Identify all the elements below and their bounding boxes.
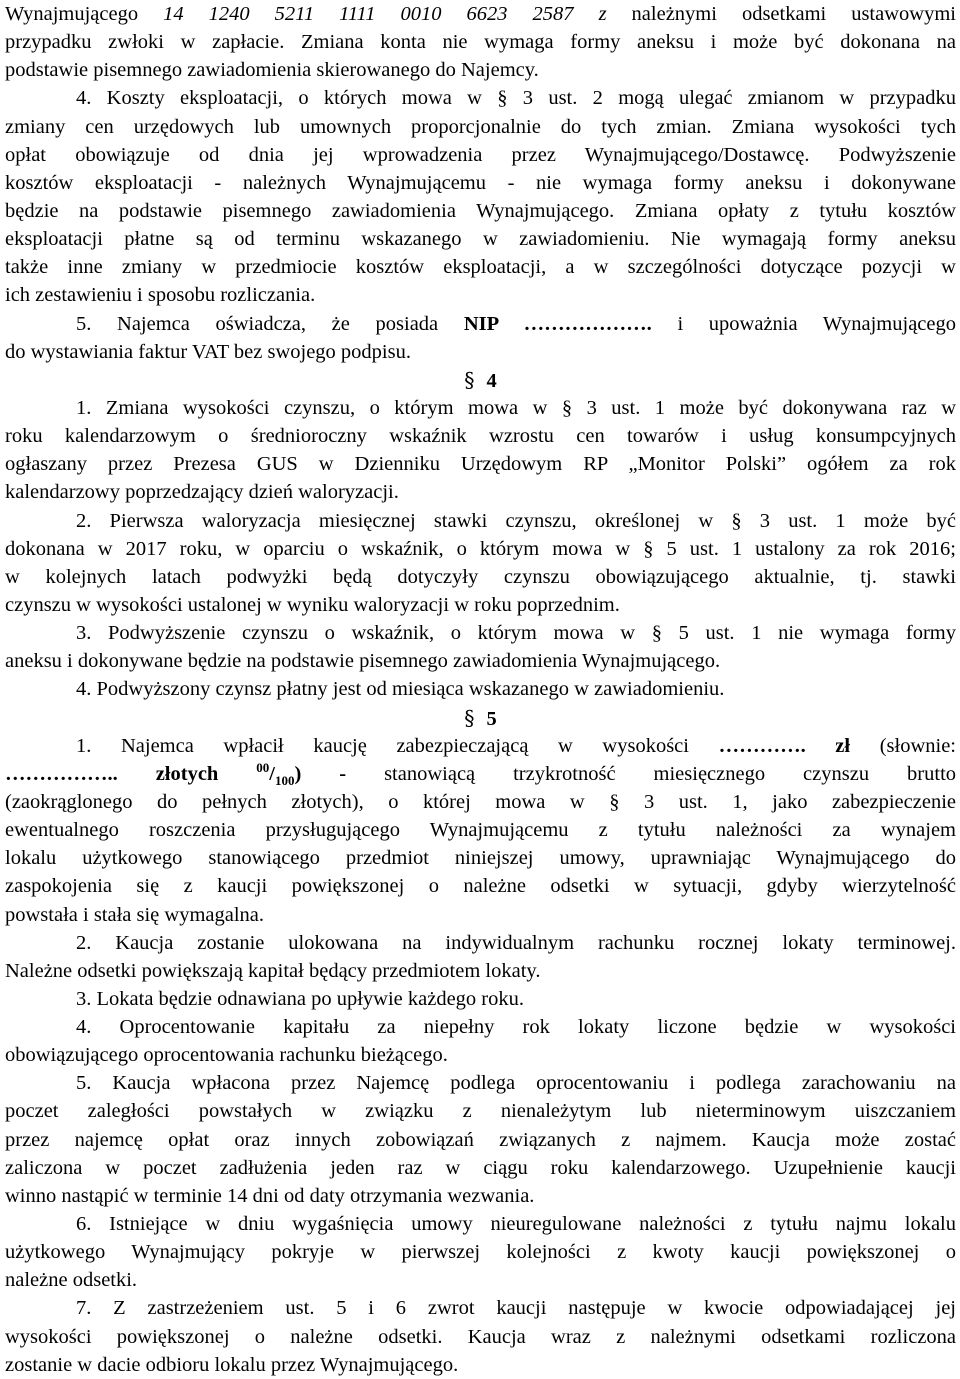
text-line: użytkowego Wynajmujący pokryje w pierwszej kolejności z kwoty kaucji powiększonej o bbox=[5, 1241, 956, 1264]
text-line: (zaokrąglonego do pełnych złotych), o której mowa w § 3 ust. 1, jako zabezpieczenie bbox=[5, 790, 956, 813]
text-line: roku kalendarzowym o średnioroczny wskaźnik wzrostu cen towarów i usług konsumpcyjnych bbox=[5, 425, 956, 448]
text-line: 2. Pierwsza waloryzacja miesięcznej stawki czynszu, określonej w § 3 ust. 1 może być bbox=[76, 509, 956, 532]
text-line: zostanie w dacie odbioru lokalu przez Wynajmującego. bbox=[5, 1353, 459, 1376]
section-sign: § bbox=[464, 367, 475, 392]
text-line: wysokości powiększonej o należne odsetki. Kaucja wraz z należnymi odsetkami rozliczona bbox=[5, 1325, 956, 1348]
nip-placeholder: NIP ………………. bbox=[463, 312, 652, 335]
text-line: opłat obowiązuje od dnia jej wprowadzenia przez Wynajmującego/Dostawcę. Podwyższenie bbox=[5, 143, 956, 166]
text-line: do wystawiania faktur VAT bez swojego podpisu. bbox=[5, 340, 411, 363]
text-line: 2. Kaucja zostanie ulokowana na indywidualnym rachunku rocznej lokaty terminowej. bbox=[76, 931, 956, 954]
text-line: Należne odsetki powiększają kapitał będący przedmiotem lokaty. bbox=[5, 959, 541, 982]
text-line: eksploatacji płatne są od terminu wskazanego w zawiadomieniu. Nie wymagają formy aneksu bbox=[5, 228, 956, 251]
text-line: 3. Podwyższenie czynszu o wskaźnik, o którym mowa w § 5 ust. 1 nie wymaga formy bbox=[76, 622, 956, 645]
text-line: czynszu w wysokości ustalonej w wyniku waloryzacji w roku poprzednim. bbox=[5, 593, 620, 616]
text-line: zmiany cen urzędowych lub umownych proporcjonalnie do tych zmian. Zmiana wysokości tych bbox=[5, 115, 956, 138]
section-sign: § bbox=[464, 705, 475, 730]
section-heading-4: § 4 bbox=[464, 367, 497, 392]
text-line: 6. Istniejące w dniu wygaśnięcia umowy nieuregulowane należności z tytułu najmu lokalu bbox=[76, 1213, 956, 1236]
text-line: ich zestawieniu i sposobu rozliczania. bbox=[5, 284, 316, 307]
text-line: Wynajmującego 14 1240 5211 1111 0010 6623 2587 z należnymi odsetkami ustawowymi bbox=[5, 3, 956, 25]
nip-line: 5. Najemca oświadcza, że posiada NIP ………………. i upoważnia Wynajmującego bbox=[76, 312, 956, 335]
text-line: obowiązującego oprocentowania rachunku bieżącego. bbox=[5, 1044, 448, 1067]
text-line: winno nastąpić w terminie 14 dni od daty otrzymania wezwania. bbox=[5, 1184, 535, 1207]
text-line: przypadku zwłoki w zapłacie. Zmiana konta nie wymaga formy aneksu i może być dokonana na bbox=[5, 31, 956, 54]
text-line: kalendarzowy poprzedzający dzień waloryzacji. bbox=[5, 481, 399, 504]
section-heading-5: § 5 bbox=[464, 705, 497, 730]
text-line: 5. Kaucja wpłacona przez Najemcę podlega oprocentowaniu i podlega zarachowaniu na bbox=[76, 1072, 956, 1095]
deposit-words-line: …………….. złotych $^{00}/_{100}$) - stanowiącą trzykrotność miesięcznego czynszu brutto bbox=[5, 759, 957, 788]
text-line: 7. Z zastrzeżeniem ust. 5 i 6 zwrot kaucji następuje w kwocie odpowiadającej jej bbox=[76, 1297, 956, 1320]
deposit-line: 1. Najemca wpłacił kaucję zabezpieczającą w wysokości …………. zł (słownie: bbox=[76, 734, 957, 757]
text-line: zaspokojenia się z kaucji powiększonej o należne odsetki w sytuacji, gdyby wierzytelność bbox=[5, 875, 956, 898]
text-line: 1. Zmiana wysokości czynszu, o którym mowa w § 3 ust. 1 może być dokonywana raz w bbox=[76, 396, 956, 419]
text-line: ogłaszany przez Prezesa GUS w Dzienniku Urzędowym RP „Monitor Polski” ogółem za rok bbox=[5, 453, 956, 476]
text-line: dokonana w 2017 roku, w oparciu o wskaźnik, o którym mowa w § 5 ust. 1 ustalony za rok 2016; bbox=[5, 537, 956, 560]
text-line: 4. Koszty eksploatacji, o których mowa w § 3 ust. 2 mogą ulegać zmianom w przypadku bbox=[76, 87, 956, 110]
text-line: aneksu i dokonywane będzie na podstawie pisemnego zawiadomienia Wynajmującego. bbox=[5, 650, 721, 673]
text-line: w kolejnych latach podwyżki będą dotyczyły czynszu obowiązującego aktualnie, tj. stawki bbox=[5, 565, 956, 588]
text-line: podstawie pisemnego zawiadomienia skierowanego do Najemcy. bbox=[5, 59, 539, 82]
text-line: zaliczona w poczet zadłużenia jeden raz w ciągu roku kalendarzowego. Uzupełnienie kaucji bbox=[5, 1156, 956, 1179]
text-line: także inne zmiany w przedmiocie kosztów eksploatacji, a w szczególności dotyczące pozycji w bbox=[5, 256, 956, 279]
text-line: 3. Lokata będzie odnawiana po upływie każdego roku. bbox=[76, 987, 524, 1010]
text-line: ewentualnego roszczenia przysługującego Wynajmującemu z tytułu należności za wynajem bbox=[5, 819, 956, 842]
text-line: 4. Podwyższony czynsz płatny jest od miesiąca wskazanego w zawiadomieniu. bbox=[76, 678, 725, 701]
text-line: należne odsetki. bbox=[5, 1269, 138, 1292]
text-line: powstała i stała się wymagalna. bbox=[5, 903, 265, 926]
text-line: przez najemcę opłat oraz innych zobowiązań związanych z najmem. Kaucja może zostać bbox=[5, 1128, 956, 1151]
text-line: 4. Oprocentowanie kapitału za niepełny rok lokaty liczone będzie w wysokości bbox=[76, 1016, 956, 1039]
text-line: będzie na podstawie pisemnego zawiadomienia Wynajmującego. Zmiana opłaty z tytułu kosztów bbox=[5, 199, 956, 222]
deposit-amount-placeholder: …………. zł bbox=[718, 734, 851, 757]
text-line: kosztów eksploatacji - należnych Wynajmującemu - nie wymaga formy aneksu i dokonywane bbox=[5, 171, 956, 194]
text-line: poczet zaległości powstałych w związku z nienależytym lub nieterminowym uiszczaniem bbox=[5, 1100, 956, 1123]
text-line: lokalu użytkowego stanowiącego przedmiot niniejszej umowy, uprawniając Wynajmującego do bbox=[5, 847, 956, 870]
